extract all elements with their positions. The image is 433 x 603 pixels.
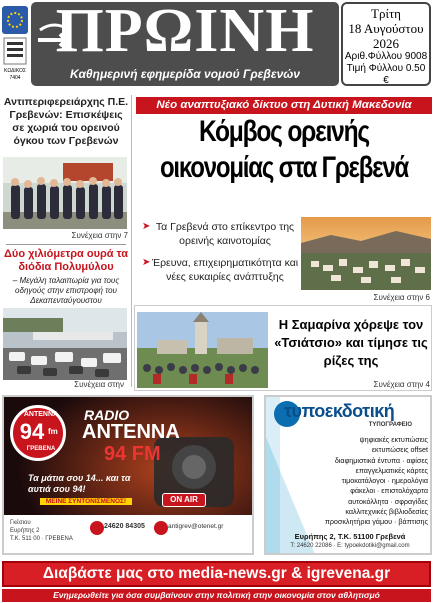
left-story2-headline: Δύο χιλιόμετρα ουρά τα διόδια Πολυμύλου bbox=[4, 248, 128, 273]
column-divider bbox=[131, 95, 132, 387]
typo-contact: Τ: 24620 22086 · Ε: typoekdotiki@gmail.com bbox=[290, 543, 410, 549]
samarina-headline: Η Σαμαρίνα χόρεψε τον «Τσιάτσιο» και τίμησε τις ρίζες της bbox=[274, 317, 428, 368]
radio-phone: 24620 84305 bbox=[104, 523, 145, 530]
code-value: 7404 bbox=[9, 75, 21, 81]
issue-price: Τιμή Φύλλου 0.50 € bbox=[346, 63, 426, 86]
typo-service-item: τιμοκατάλογοι · ημερολόγια bbox=[341, 476, 428, 486]
toll-queue-photo bbox=[3, 308, 127, 380]
footer-banner[interactable]: Διαβάστε μας στο media-news.gr & igrevena.gr bbox=[2, 561, 431, 587]
radio-postal: Τ.Κ. 511 00 · ΓΡΕΒΕΝΑ bbox=[10, 536, 73, 542]
radio-address-label: Γκέσιου bbox=[10, 520, 31, 526]
typo-service-item: καλλιτεχνικές βιβλιοδεσίες bbox=[345, 507, 428, 517]
typo-brand-sub: ΤΥΠΟΓΡΑΦΕΙΟ bbox=[368, 422, 412, 428]
main-bullet2: Έρευνα, επιχειρηματικότητα και νέες ευκαιρίες ανάπτυξης bbox=[151, 257, 299, 283]
radio-brand-2: ANTENNA bbox=[82, 421, 180, 443]
typo-service-item: διαφημιστικά έντυπα · αφίσες bbox=[334, 455, 428, 465]
typo-service-item: εκτυπώσεις offset bbox=[371, 445, 428, 455]
badge-bottom: ΓΡΕΒΕΝΑ bbox=[26, 446, 56, 452]
main-headline-line2: οικονομίας στα Γρεβενά bbox=[159, 151, 409, 184]
email-icon bbox=[154, 521, 168, 535]
left-story2-summary: – Μεγάλη ταλαιπωρία για τους οδηγούς στην επιστροφή του Δεκαπενταύγουστου bbox=[12, 276, 120, 305]
left-story1-headline: Αντιπεριφερειάρχης Π.Ε. Γρεβενών: Επισκέψεις σε χωριά του ορεινού όγκου των Γρεβενών bbox=[3, 96, 129, 147]
officials-photo bbox=[3, 157, 127, 229]
radio-brand-1: RADIO bbox=[84, 407, 130, 423]
radio-slogan-sub: ΜΕΙΝΕ ΣΥΝΤΟΝΙΣΜΕΝΟΣ! bbox=[40, 498, 132, 505]
radio-slogan: Τα μάτια σου 14... και τα αυτιά σου 94! bbox=[28, 473, 131, 494]
grevena-town-photo bbox=[301, 217, 431, 290]
badge-freq: 94 bbox=[19, 419, 45, 444]
typoekdotiki-ad[interactable] bbox=[264, 395, 432, 555]
badge-fm: fm bbox=[48, 427, 58, 436]
code-label: ΚΩΔΙΚΟΣ bbox=[4, 68, 26, 74]
left-story2-continued[interactable]: Συνέχεια στην bbox=[74, 380, 124, 389]
main-story-continued[interactable]: Συνέχεια στην 6 bbox=[373, 293, 430, 302]
main-story-banner: Νέο αναπτυξιακό δίκτυο στη Δυτική Μακεδονία bbox=[136, 97, 432, 114]
bullet-arrow-icon: ➤ bbox=[142, 257, 151, 268]
date-year: 2026 bbox=[373, 36, 399, 51]
typo-service-item: φάκελοι · επιστολόχαρτα bbox=[350, 486, 428, 496]
left-strip bbox=[0, 2, 30, 86]
left-story1-continued[interactable]: Συνέχεια στην 7 bbox=[71, 231, 128, 240]
footer-ticker: Ενημερωθείτε για όσα συμβαίνουν στην πολιτική στην οικονομία στον αθλητισμό bbox=[2, 589, 431, 602]
typo-address: Ευρήπης 2, Τ.Κ. 51100 Γρεβενά bbox=[294, 532, 406, 541]
newspaper-title: ΠΡΩΙΝΗ bbox=[55, 0, 315, 65]
date-box bbox=[341, 2, 431, 86]
phone-icon bbox=[90, 521, 104, 535]
main-headline-line1: Κόμβος ορεινής bbox=[199, 115, 369, 148]
samarina-continued[interactable]: Συνέχεια στην 4 bbox=[373, 380, 430, 389]
main-bullet1: Τα Γρεβενά στο επίκεντρο της ορεινής καινοτομίας bbox=[155, 221, 295, 247]
weekday: Τρίτη bbox=[371, 6, 401, 21]
typo-service-item: επαγγελματικές κάρτες bbox=[355, 465, 428, 475]
radio-antenna-ad[interactable] bbox=[2, 395, 254, 555]
typo-brand: τυποεκδοτική bbox=[284, 401, 395, 421]
issue-number: Αριθ.Φύλλου 9008 bbox=[344, 51, 428, 62]
bullet-arrow-icon: ➤ bbox=[142, 221, 151, 232]
typo-services-list bbox=[296, 435, 428, 528]
badge-top: ANTENNA bbox=[23, 411, 59, 418]
radio-brand-3: 94 FM bbox=[104, 443, 161, 465]
radio-email: antigrev@otenet.gr bbox=[168, 523, 224, 530]
divider bbox=[6, 244, 126, 245]
samarina-festival-photo bbox=[137, 312, 268, 388]
radio-contact-block bbox=[10, 519, 80, 543]
masthead bbox=[0, 0, 433, 88]
typo-service-item: προσκλητήρια γάμου · βάπτισης bbox=[324, 517, 428, 527]
date-day-month: 18 Αυγούστου bbox=[348, 21, 424, 36]
on-air-sign: ON AIR bbox=[162, 493, 206, 507]
radio-address: Ευρήπης 2 bbox=[10, 528, 40, 534]
typo-service-item: ψηφιακές εκτυπώσεις bbox=[359, 435, 428, 444]
typo-service-item: αυτοκόλλητα · σφραγίδες bbox=[348, 496, 428, 506]
newspaper-subtitle: Καθημερινή εφημερίδα νομού Γρεβενών bbox=[70, 67, 300, 81]
